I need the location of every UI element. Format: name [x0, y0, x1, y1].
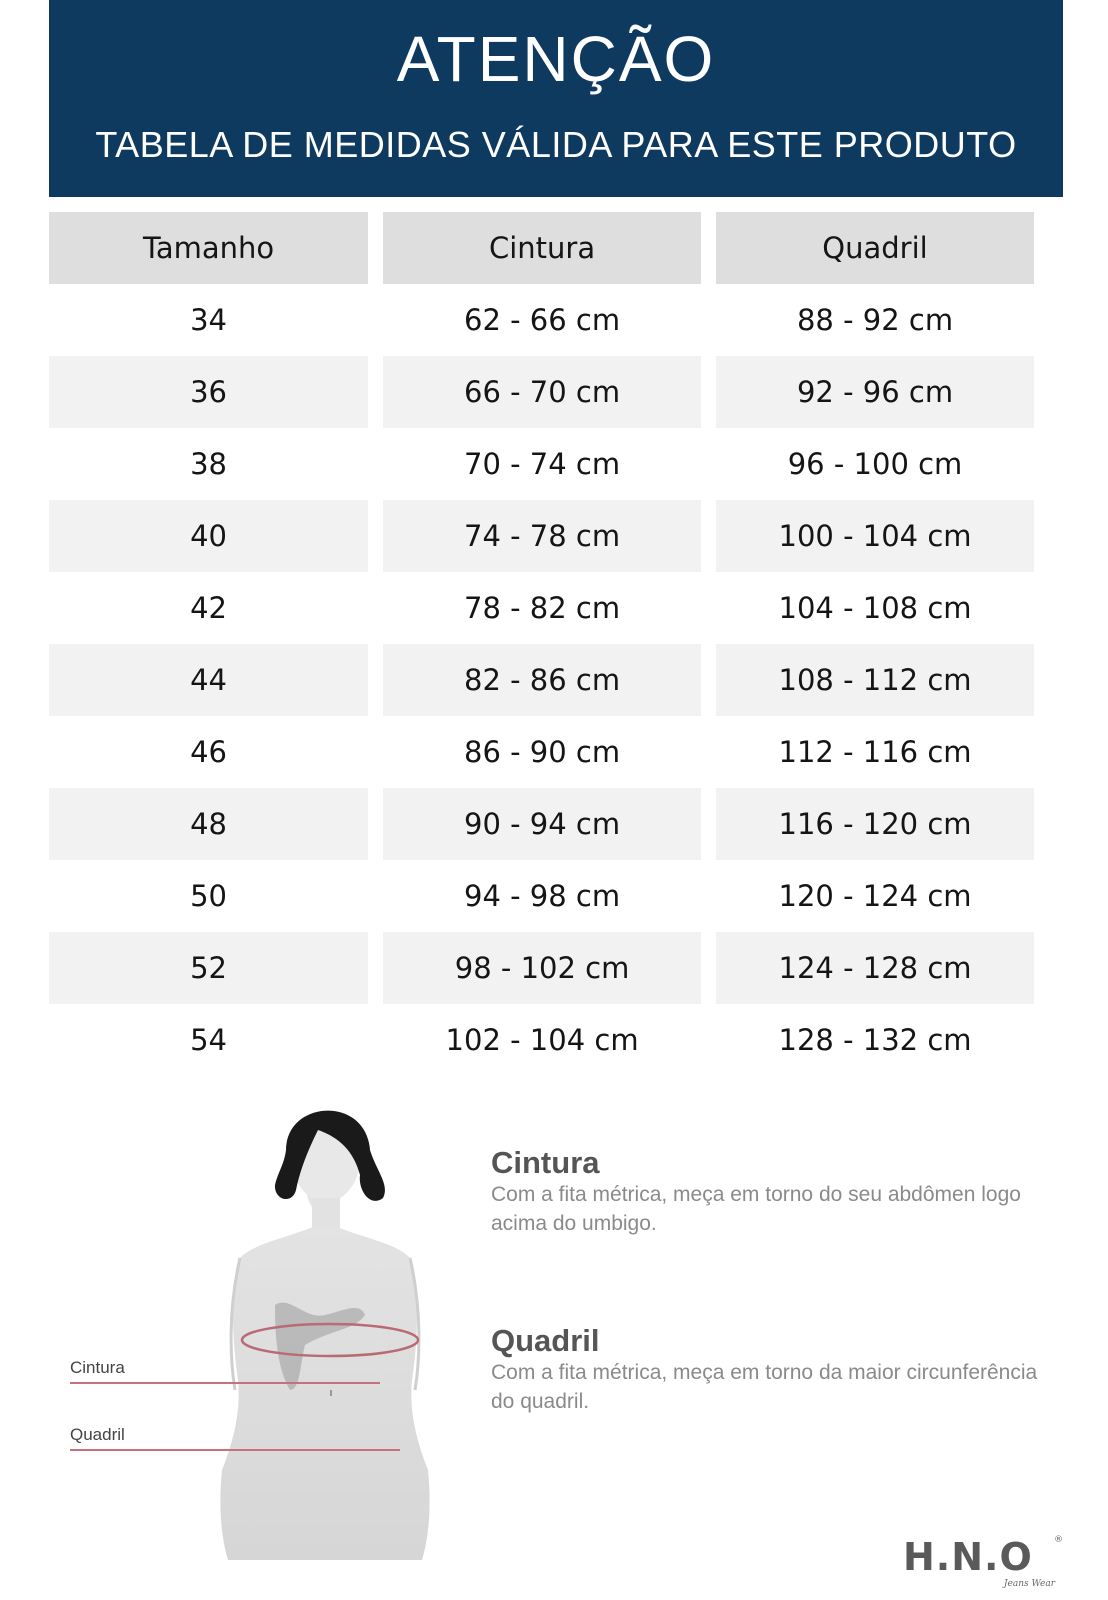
- hip-cell: 120 - 124 cm: [778, 879, 972, 913]
- table-row: [49, 716, 1034, 788]
- size-cell: 48: [49, 788, 368, 860]
- table-row: [49, 428, 1034, 500]
- waist-info-title: Cintura: [491, 1145, 600, 1180]
- size-cell: 42: [190, 591, 227, 625]
- header-banner: [49, 0, 1063, 197]
- body-measurement-illustration: [60, 1090, 470, 1560]
- logo-registered-mark: ®: [1054, 1535, 1063, 1545]
- size-cell: 34: [190, 303, 227, 337]
- hip-marker-line: [70, 1449, 400, 1451]
- figure-label-hip: Quadril: [70, 1425, 125, 1444]
- waist-cell: 66 - 70 cm: [383, 356, 701, 428]
- waist-cell: 82 - 86 cm: [383, 644, 701, 716]
- logo-tagline: Jeans Wear: [1003, 1579, 1055, 1589]
- page-title: ATENÇÃO: [396, 23, 716, 95]
- page-subtitle: TABELA DE MEDIDAS VÁLIDA PARA ESTE PRODUTO: [95, 124, 1017, 165]
- size-cell: 50: [190, 879, 227, 913]
- logo-text: H.N.O: [903, 1535, 1033, 1579]
- column-header-waist: Cintura: [383, 212, 701, 284]
- waist-cell: 74 - 78 cm: [383, 500, 701, 572]
- hip-cell: 100 - 104 cm: [716, 500, 1034, 572]
- hip-cell: 112 - 116 cm: [778, 735, 972, 769]
- size-cell: 38: [190, 447, 227, 481]
- woman-silhouette-icon: [60, 1090, 470, 1560]
- hip-cell: 124 - 128 cm: [716, 932, 1034, 1004]
- size-cell: 44: [49, 644, 368, 716]
- hip-cell: 116 - 120 cm: [716, 788, 1034, 860]
- table-row: [49, 644, 1034, 716]
- waist-cell: 86 - 90 cm: [464, 735, 621, 769]
- table-row: [49, 932, 1034, 1004]
- size-cell: 40: [49, 500, 368, 572]
- size-table: [34, 212, 1049, 1076]
- hip-cell: 96 - 100 cm: [787, 447, 963, 481]
- hip-cell: 128 - 132 cm: [778, 1023, 972, 1057]
- table-row: [49, 500, 1034, 572]
- size-cell: 52: [49, 932, 368, 1004]
- waist-cell: 102 - 104 cm: [445, 1023, 639, 1057]
- waist-info-text: Com a fita métrica, meça em torno do seu abdômen logo acima do umbigo.: [491, 1183, 1021, 1235]
- table-row: [49, 860, 1034, 932]
- table-row: [49, 788, 1034, 860]
- waist-cell: 94 - 98 cm: [464, 879, 621, 913]
- hip-info-text: Com a fita métrica, meça em torno da maior circunferência do quadril.: [491, 1361, 1038, 1413]
- table-row: [49, 1004, 1034, 1076]
- column-header-size: Tamanho: [49, 212, 368, 284]
- table-row: [49, 572, 1034, 644]
- hip-info-title: Quadril: [491, 1323, 600, 1358]
- waist-cell: 70 - 74 cm: [464, 447, 621, 481]
- hip-cell: 88 - 92 cm: [796, 303, 954, 337]
- waist-cell: 62 - 66 cm: [464, 303, 621, 337]
- waist-cell: 98 - 102 cm: [383, 932, 701, 1004]
- size-cell: 36: [49, 356, 368, 428]
- waist-cell: 90 - 94 cm: [383, 788, 701, 860]
- size-cell: 46: [190, 735, 227, 769]
- hip-cell: 108 - 112 cm: [716, 644, 1034, 716]
- hip-cell: 92 - 96 cm: [716, 356, 1034, 428]
- table-row: [49, 356, 1034, 428]
- table-header-row: [49, 212, 1034, 284]
- size-cell: 54: [190, 1023, 227, 1057]
- brand-logo: [903, 1535, 1063, 1590]
- waist-cell: 78 - 82 cm: [464, 591, 621, 625]
- waist-marker-line: [70, 1382, 380, 1384]
- hip-cell: 104 - 108 cm: [778, 591, 972, 625]
- figure-label-waist: Cintura: [70, 1358, 125, 1377]
- column-header-hip: Quadril: [716, 212, 1034, 284]
- table-row: [49, 284, 1034, 356]
